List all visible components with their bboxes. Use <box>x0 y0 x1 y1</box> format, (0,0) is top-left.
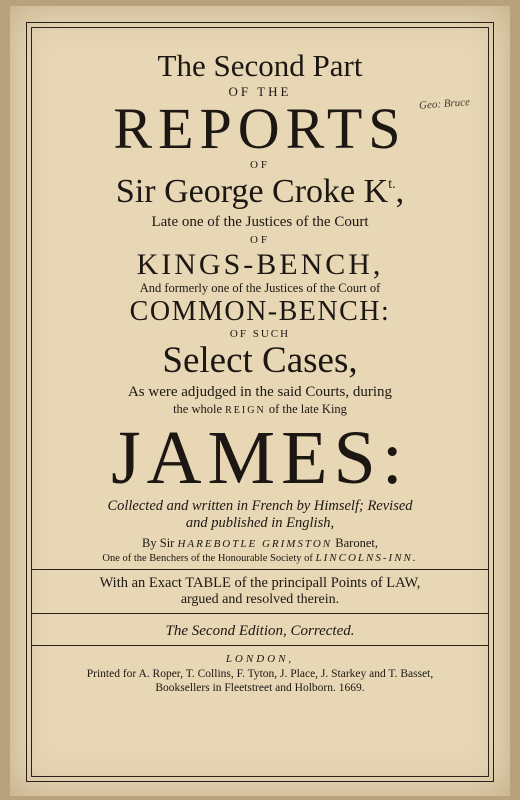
collected-line: Collected and written in French by Himself; Revised <box>107 497 413 514</box>
title-second-part: The Second Part <box>157 48 363 83</box>
book-page <box>10 6 510 796</box>
title-select-cases: Select Cases, <box>162 340 358 382</box>
title-of-2: OF <box>249 234 271 247</box>
divider-3 <box>32 645 488 646</box>
court-common-bench: COMMON-BENCH: <box>129 296 391 328</box>
divider-2 <box>32 613 488 614</box>
title-of: OF <box>249 159 271 172</box>
title-reports: REPORTS <box>113 96 407 162</box>
imprint-booksellers: Booksellers in Fleetstreet and Holborn. 1669. <box>155 682 365 695</box>
table-line: With an Exact TABLE of the principall Points of LAW, <box>99 575 421 592</box>
author-name: Sir George Croke $K^{t.}$, <box>115 172 405 210</box>
title-of-the: OF THE <box>228 83 292 99</box>
adjudged-line: As were adjudged in the said Courts, during <box>127 384 393 401</box>
imprint-city: LONDON, <box>225 652 295 665</box>
imprint-printers: Printed for A. Roper, T. Collins, F. Tyton, J. Place, J. Starkey and T. Basset, <box>86 668 434 681</box>
title-of-such: OF SUCH <box>229 327 291 340</box>
bencher-line: One of the Benchers of the Honourable Society of LINCOLNS-INN. <box>102 551 418 564</box>
title-james: JAMES: <box>111 416 409 501</box>
author-former-office: And formerly one of the Justices of the Court of <box>139 281 381 296</box>
handwritten-signature: Geo: Bruce <box>418 96 471 112</box>
court-kings-bench: KINGS-BENCH, <box>136 247 384 281</box>
title-page-text <box>38 36 482 694</box>
divider-1 <box>32 569 488 570</box>
reign-line: the whole REIGN of the late King <box>173 401 347 416</box>
published-line: and published in English, <box>185 514 335 531</box>
argued-line: argued and resolved therein. <box>180 592 340 608</box>
author-office: Late one of the Justices of the Court <box>151 214 369 231</box>
edition-line: The Second Edition, Corrected. <box>165 623 355 639</box>
translator-line: By Sir HAREBOTLE GRIMSTON Baronet, <box>142 536 378 550</box>
